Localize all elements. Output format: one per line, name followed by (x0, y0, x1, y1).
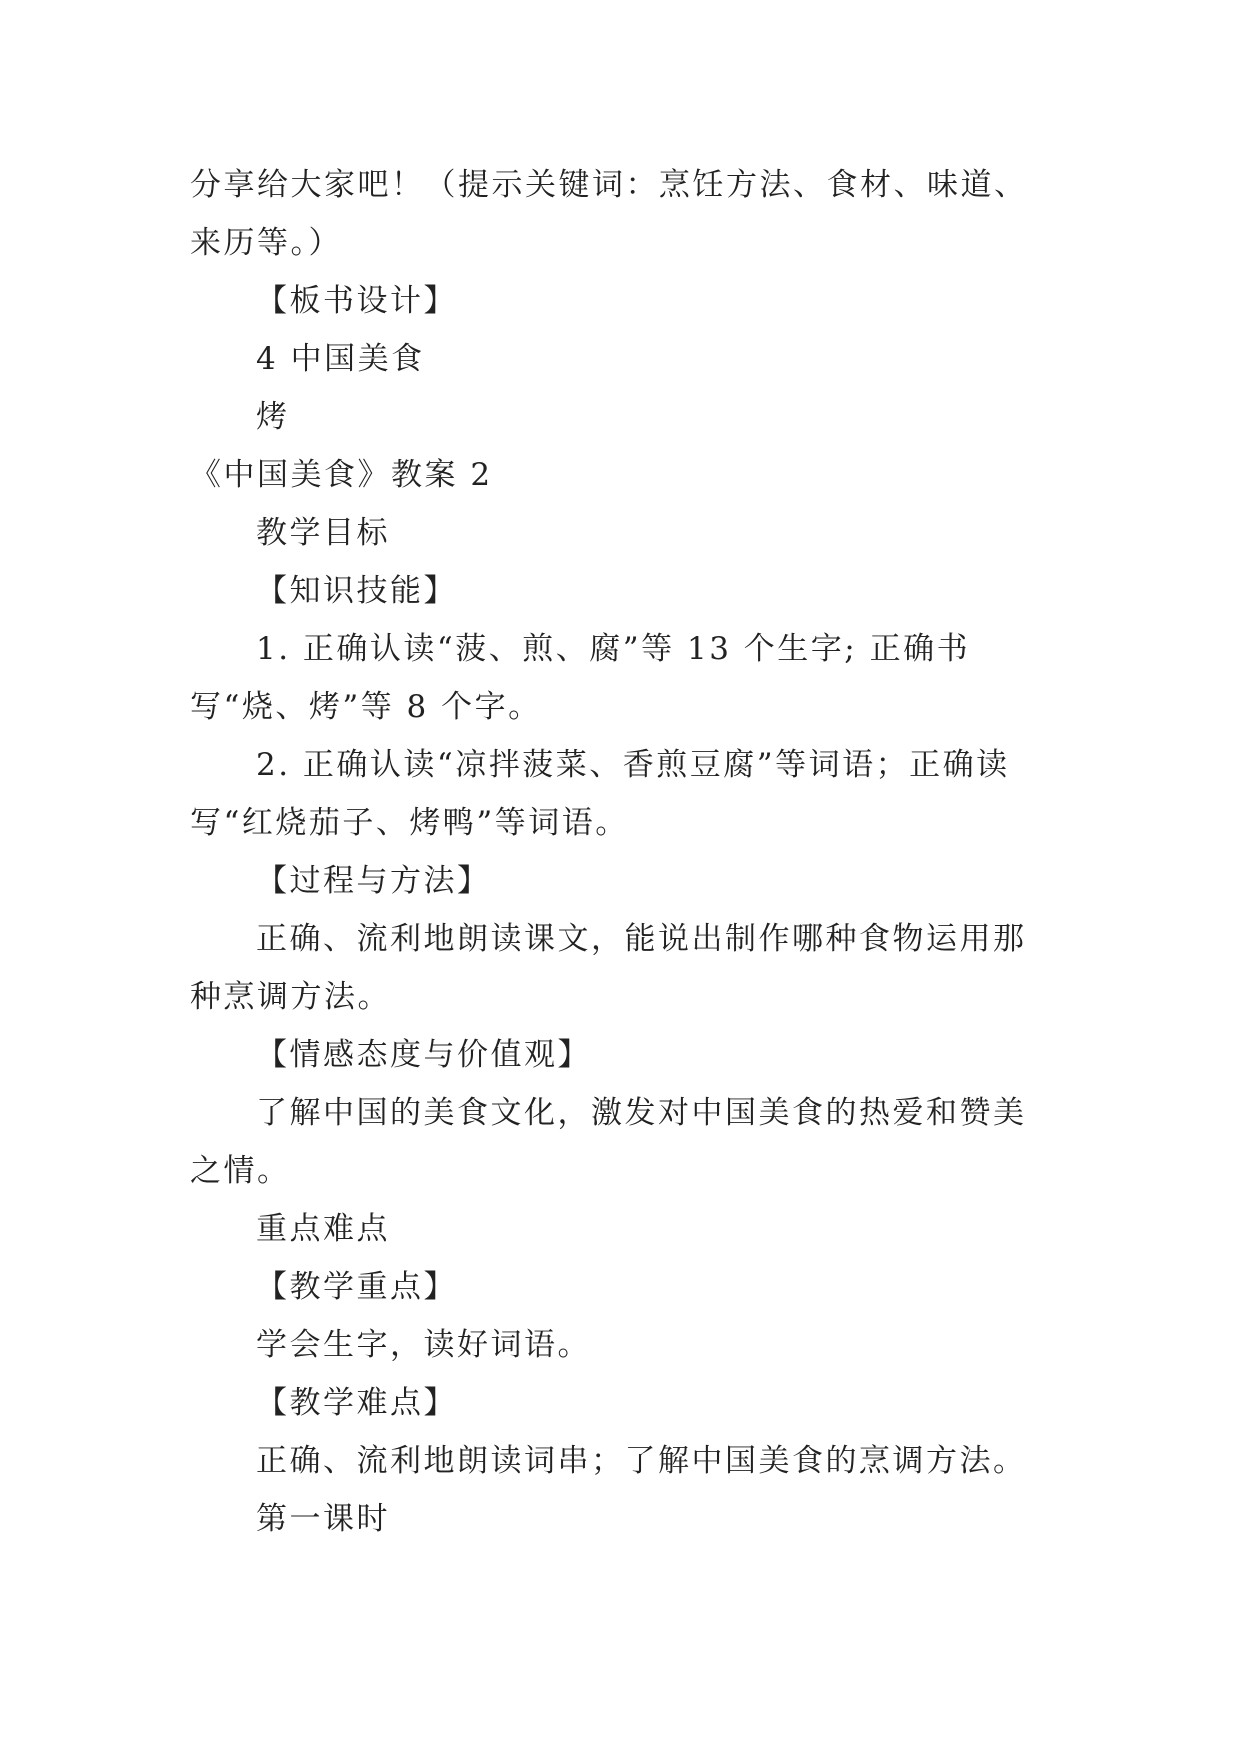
board-item: 烤 (256, 399, 290, 435)
objective-item-1: 1. 正确认读“菠、煎、腐”等 13 个生字; 正确书写“烧、烤”等 8 个字。 (190, 631, 971, 725)
intro-paragraph: 分享给大家吧！（提示关键词：烹饪方法、食材、味道、来历等。） (190, 167, 1028, 261)
teaching-difficulty-text: 正确、流利地朗读词串；了解中国美食的烹调方法。 (256, 1443, 1027, 1479)
lesson-plan-title: 《中国美食》教案 2 (190, 457, 493, 493)
first-lesson-heading: 第一课时 (256, 1501, 390, 1537)
process-method-text: 正确、流利地朗读课文，能说出制作哪种食物运用那种烹调方法。 (190, 921, 1027, 1015)
section-heading-key-points: 重点难点 (256, 1211, 390, 1247)
section-heading-objectives: 教学目标 (256, 515, 390, 551)
objective-item-2: 2. 正确认读“凉拌菠菜、香煎豆腐”等词语；正确读写“红烧茄子、烤鸭”等词语。 (190, 747, 1010, 841)
subheading-emotion-values: 【情感态度与价值观】 (256, 1037, 591, 1073)
emotion-values-text: 了解中国的美食文化，激发对中国美食的热爱和赞美之情。 (190, 1095, 1027, 1189)
subheading-teaching-focus: 【教学重点】 (256, 1269, 457, 1305)
board-title: 4 中国美食 (256, 341, 425, 377)
subheading-teaching-difficulty: 【教学难点】 (256, 1385, 457, 1421)
subheading-process-method: 【过程与方法】 (256, 863, 491, 899)
section-heading-board-design: 【板书设计】 (256, 283, 457, 319)
teaching-focus-text: 学会生字，读好词语。 (256, 1327, 591, 1363)
document-body (190, 156, 1052, 1548)
subheading-knowledge-skills: 【知识技能】 (256, 573, 457, 609)
